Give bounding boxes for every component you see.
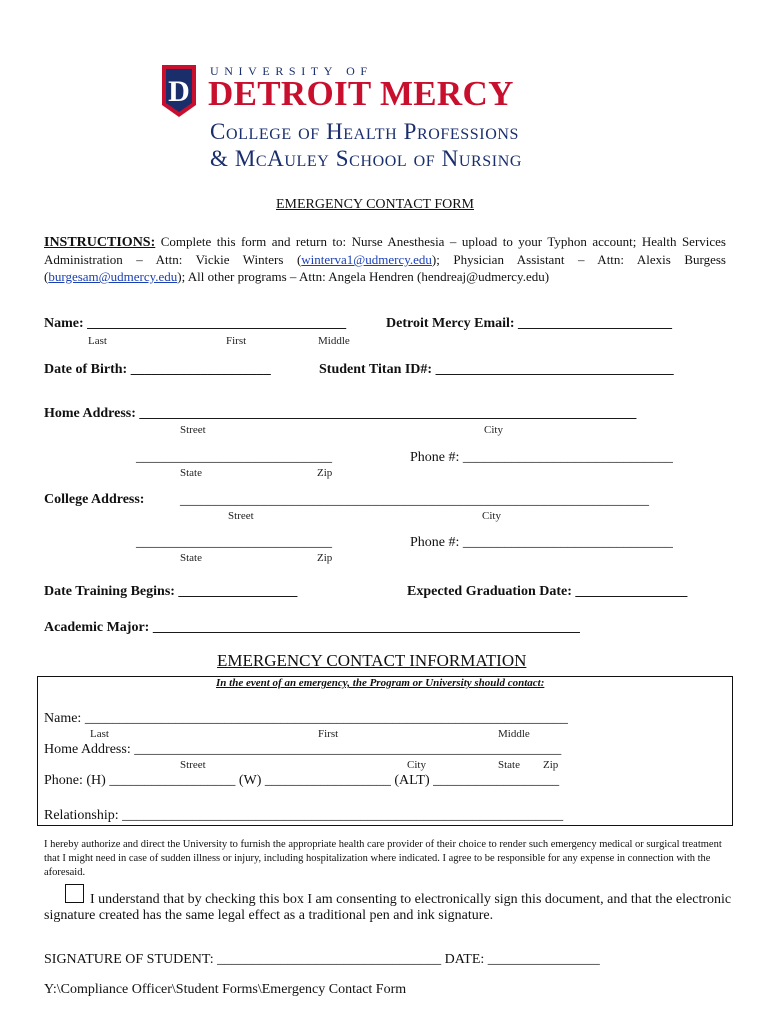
home-zip-label: Zip [317, 467, 333, 479]
graduation-date-field[interactable]: Expected Graduation Date: ________________ [407, 584, 688, 599]
home-state-label: State [180, 467, 202, 479]
training-begins-field[interactable]: Date Training Begins: _________________ [44, 584, 298, 599]
college-city-label: City [482, 510, 501, 522]
emergency-state-label: State [498, 759, 520, 771]
emergency-subheading: In the event of an emergency, the Program or University should contact: [216, 677, 545, 689]
titan-id-field[interactable]: Student Titan ID#: __________________________________ [319, 362, 674, 377]
university-name: DETROIT MERCY [208, 74, 514, 113]
email-link-burgess[interactable]: burgesam@udmercy.edu [48, 269, 178, 284]
email-field[interactable]: Detroit Mercy Email: ______________________ [386, 316, 673, 331]
name-sub-first: First [226, 335, 247, 347]
student-name-field[interactable]: Name: _____________________________________ [44, 316, 347, 331]
name-sub-last: Last [88, 335, 107, 347]
emergency-relationship-field[interactable]: Relationship: _______________________________________________________________ [44, 808, 564, 823]
instructions-text-3: ); All other programs – Attn: Angela Hendren (hendreaj@udmercy.edu) [177, 269, 550, 284]
emergency-street-label: Street [180, 759, 206, 771]
college-address-field[interactable]: ___________________________________________________________________ [180, 493, 649, 508]
academic-major-field[interactable]: Academic Major: _____________________________________________________________ [44, 620, 580, 635]
esign-statement-line-1: I understand that by checking this box I am consenting to electronically sign this document, and that the electronic [90, 892, 732, 907]
school-name: & McAuley School of Nursing [210, 146, 523, 171]
name-sub-middle: Middle [318, 335, 350, 347]
svg-text:D: D [168, 75, 190, 108]
college-address-label: College Address: [44, 492, 145, 507]
signature-date-field[interactable]: SIGNATURE OF STUDENT: ________________________________ DATE: ________________ [44, 952, 600, 967]
esign-consent-checkbox[interactable] [65, 884, 84, 903]
email-link-winters[interactable]: winterva1@udmercy.edu [301, 252, 432, 267]
instructions-text-1: Complete this form and return to: Nurse Anesthesia – upload to your Typhon account; Health Services Administration – Attn: Vickie Winters ( [44, 234, 726, 267]
college-zip-label: Zip [317, 552, 333, 564]
emergency-name-first: First [318, 728, 339, 740]
instructions-label: INSTRUCTIONS: [44, 235, 156, 250]
instructions-paragraph [44, 233, 726, 285]
home-city-label: City [484, 424, 503, 436]
dob-field[interactable]: Date of Birth: ____________________ [44, 362, 271, 377]
college-state-zip-field[interactable]: ____________________________ [136, 535, 332, 550]
university-of-text: UNIVERSITY OF [210, 64, 373, 78]
emergency-home-address-field[interactable]: Home Address: _____________________________________________________________ [44, 742, 562, 757]
form-title: EMERGENCY CONTACT FORM [276, 197, 475, 212]
college-phone-field[interactable]: Phone #: ______________________________ [410, 535, 673, 550]
home-phone-field[interactable]: Phone #: ______________________________ [410, 450, 673, 465]
instructions-text-2: ); Physician Assistant – Attn: Alexis Burgess ( [44, 252, 726, 284]
home-state-zip-field[interactable]: ____________________________ [136, 450, 332, 465]
university-logo-icon [156, 63, 202, 119]
esign-statement-line-2: signature created has the same legal effect as a traditional pen and ink signature. [44, 908, 494, 923]
home-street-label: Street [180, 424, 206, 436]
emergency-city-label: City [407, 759, 426, 771]
college-state-label: State [180, 552, 202, 564]
emergency-heading: EMERGENCY CONTACT INFORMATION [217, 651, 527, 670]
emergency-zip-label: Zip [543, 759, 559, 771]
emergency-name-last: Last [90, 728, 109, 740]
footer-file-path: Y:\Compliance Officer\Student Forms\Emergency Contact Form [44, 982, 407, 997]
college-name: College of Health Professions [210, 119, 520, 144]
emergency-name-middle: Middle [498, 728, 530, 740]
home-address-field[interactable]: Home Address: _______________________________________________________________________ [44, 406, 637, 421]
emergency-name-field[interactable]: Name: _____________________________________________________________________ [44, 711, 568, 726]
consent-paragraph: I hereby authorize and direct the University to furnish the appropriate health care provider of their choice to render such emergency medical or surgical treatment that I might need in case of sudden illness or injury, including hospitalization where indicated. I agree to be responsible for any expense in connection with the aforesaid. [44, 839, 722, 878]
emergency-phone-field[interactable]: Phone: (H) __________________ (W) __________________ (ALT) __________________ [44, 773, 560, 788]
college-street-label: Street [228, 510, 254, 522]
